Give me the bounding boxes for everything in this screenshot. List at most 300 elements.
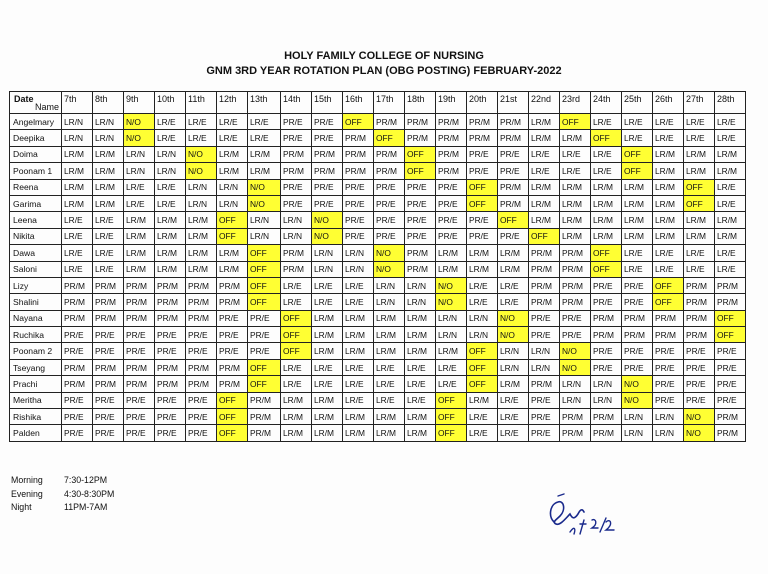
shift-cell: PR/E	[591, 359, 622, 375]
off-shift-cell: OFF	[498, 212, 529, 228]
shift-cell: PR/E	[93, 392, 124, 408]
shift-cell: PR/E	[155, 327, 186, 343]
student-name-cell: Poonam 1	[10, 163, 62, 179]
shift-cell: PR/M	[560, 294, 591, 310]
shift-cell: PR/E	[467, 163, 498, 179]
shift-cell: PR/E	[281, 130, 312, 146]
shift-cell: LR/M	[217, 261, 248, 277]
shift-cell: LR/N	[498, 343, 529, 359]
student-name-cell: Saloni	[10, 261, 62, 277]
shift-cell: LR/E	[653, 261, 684, 277]
shift-cell: PR/E	[405, 228, 436, 244]
shift-cell: PR/M	[281, 146, 312, 162]
student-name-cell: Deepika	[10, 130, 62, 146]
shift-cell: PR/E	[281, 179, 312, 195]
shift-cell: LR/M	[343, 310, 374, 326]
shift-cell: LR/E	[62, 261, 93, 277]
shift-cell: LR/N	[62, 130, 93, 146]
shift-cell: PR/M	[124, 376, 155, 392]
shift-cell: LR/E	[529, 163, 560, 179]
shift-cell: PR/E	[93, 409, 124, 425]
shift-cell: LR/N	[93, 114, 124, 130]
off-shift-cell: OFF	[217, 392, 248, 408]
shift-cell: LR/M	[217, 245, 248, 261]
off-shift-cell: OFF	[343, 114, 374, 130]
shift-cell: PR/M	[374, 146, 405, 162]
shift-cell: LR/M	[560, 130, 591, 146]
shift-cell: LR/M	[684, 163, 715, 179]
date-header-cell: 26th	[653, 92, 684, 114]
student-name-cell: Doima	[10, 146, 62, 162]
shift-name: Morning	[11, 475, 43, 485]
shift-cell: PR/E	[343, 195, 374, 211]
off-shift-cell: OFF	[405, 163, 436, 179]
off-shift-cell: OFF	[248, 245, 281, 261]
date-header-cell: 17th	[374, 92, 405, 114]
student-row	[10, 114, 746, 130]
shift-cell: PR/E	[281, 114, 312, 130]
shift-cell: PR/M	[529, 245, 560, 261]
shift-cell: PR/M	[217, 277, 248, 293]
off-shift-cell: N/O	[436, 294, 467, 310]
shift-cell: LR/M	[343, 343, 374, 359]
shift-cell: PR/M	[405, 245, 436, 261]
off-shift-cell: OFF	[622, 146, 653, 162]
shift-cell: PR/E	[217, 310, 248, 326]
shift-time: 4:30-8:30PM	[64, 488, 115, 499]
date-header-cell: 21st	[498, 92, 529, 114]
date-header-cell: 16th	[343, 92, 374, 114]
shift-cell: LR/E	[622, 245, 653, 261]
student-row	[10, 245, 746, 261]
shift-cell: PR/E	[217, 343, 248, 359]
shift-cell: LR/M	[248, 146, 281, 162]
shift-cell: LR/M	[560, 212, 591, 228]
shift-cell: PR/M	[155, 277, 186, 293]
shift-cell: PR/E	[343, 212, 374, 228]
student-row	[10, 130, 746, 146]
off-shift-cell: N/O	[124, 114, 155, 130]
off-shift-cell: N/O	[684, 409, 715, 425]
shift-cell: LR/E	[498, 277, 529, 293]
shift-cell: PR/E	[93, 425, 124, 441]
shift-cell: LR/M	[529, 212, 560, 228]
shift-cell: LR/M	[343, 409, 374, 425]
shift-cell: PR/E	[124, 327, 155, 343]
shift-cell: LR/E	[248, 114, 281, 130]
off-shift-cell: OFF	[436, 392, 467, 408]
header-corner-cell	[10, 92, 62, 114]
shift-cell: LR/N	[560, 376, 591, 392]
shift-cell: PR/M	[155, 294, 186, 310]
shift-cell: LR/E	[467, 277, 498, 293]
shift-cell: PR/E	[653, 359, 684, 375]
shift-cell: PR/M	[124, 294, 155, 310]
off-shift-cell: OFF	[684, 179, 715, 195]
shift-cell: LR/E	[622, 261, 653, 277]
shift-cell: LR/M	[93, 179, 124, 195]
rotation-table	[9, 91, 746, 442]
shift-cell: PR/M	[343, 130, 374, 146]
shift-cell: LR/M	[405, 343, 436, 359]
shift-cell: LR/E	[374, 376, 405, 392]
off-shift-cell: OFF	[591, 245, 622, 261]
shift-cell: LR/M	[591, 195, 622, 211]
shift-cell: LR/E	[186, 130, 217, 146]
shift-cell: PR/E	[374, 195, 405, 211]
off-shift-cell: OFF	[467, 343, 498, 359]
off-shift-cell: OFF	[591, 130, 622, 146]
shift-cell: PR/M	[560, 261, 591, 277]
off-shift-cell: OFF	[467, 359, 498, 375]
shift-cell: LR/E	[343, 294, 374, 310]
shift-cell: PR/E	[684, 359, 715, 375]
shift-cell: LR/E	[217, 114, 248, 130]
shift-cell: LR/M	[155, 228, 186, 244]
shift-cell: LR/N	[186, 179, 217, 195]
shift-cell: PR/E	[529, 425, 560, 441]
shift-cell: PR/E	[62, 343, 93, 359]
shift-cell: LR/N	[374, 294, 405, 310]
student-name-cell: Dawa	[10, 245, 62, 261]
shift-cell: LR/N	[93, 130, 124, 146]
shift-cell: LR/N	[653, 425, 684, 441]
shift-cell: PR/M	[124, 310, 155, 326]
shift-cell: PR/E	[186, 327, 217, 343]
student-name-cell: Ruchika	[10, 327, 62, 343]
shift-cell: LR/M	[124, 245, 155, 261]
shift-cell: LR/N	[312, 245, 343, 261]
off-shift-cell: N/O	[248, 179, 281, 195]
shift-cell: LR/N	[653, 409, 684, 425]
off-shift-cell: OFF	[248, 376, 281, 392]
student-row	[10, 179, 746, 195]
shift-cell: LR/M	[93, 163, 124, 179]
shift-cell: LR/E	[591, 146, 622, 162]
student-row	[10, 261, 746, 277]
shift-cell: LR/E	[622, 130, 653, 146]
shift-cell: PR/E	[155, 409, 186, 425]
shift-cell: LR/M	[653, 146, 684, 162]
shift-cell: LR/E	[498, 294, 529, 310]
shift-cell: LR/E	[62, 228, 93, 244]
shift-cell: PR/M	[312, 146, 343, 162]
shift-cell: PR/E	[653, 343, 684, 359]
student-name-cell: Shalini	[10, 294, 62, 310]
shift-cell: PR/M	[155, 376, 186, 392]
shift-cell: LR/E	[312, 277, 343, 293]
shift-cell: LR/E	[93, 245, 124, 261]
shift-cell: PR/M	[467, 130, 498, 146]
shift-cell: PR/M	[622, 310, 653, 326]
shift-cell: LR/N	[529, 343, 560, 359]
shift-cell: PR/M	[560, 245, 591, 261]
off-shift-cell: OFF	[374, 130, 405, 146]
shift-cell: LR/E	[684, 130, 715, 146]
shift-cell: LR/E	[405, 359, 436, 375]
shift-cell: LR/M	[124, 261, 155, 277]
shift-cell: LR/M	[312, 425, 343, 441]
date-header-cell: 11th	[186, 92, 217, 114]
shift-cell: LR/E	[684, 114, 715, 130]
shift-cell: PR/M	[498, 130, 529, 146]
shift-cell: PR/E	[498, 146, 529, 162]
shift-cell: PR/M	[591, 425, 622, 441]
shift-cell: PR/M	[560, 425, 591, 441]
student-row	[10, 228, 746, 244]
shift-cell: LR/M	[715, 146, 746, 162]
shift-cell: LR/E	[591, 163, 622, 179]
shift-cell: PR/E	[248, 327, 281, 343]
shift-cell: LR/E	[622, 114, 653, 130]
off-shift-cell: N/O	[312, 212, 343, 228]
shift-cell: PR/E	[715, 359, 746, 375]
off-shift-cell: OFF	[436, 409, 467, 425]
shift-cell: LR/E	[715, 261, 746, 277]
shift-cell: LR/M	[281, 409, 312, 425]
shift-cell: LR/E	[498, 425, 529, 441]
off-shift-cell: OFF	[217, 212, 248, 228]
shift-cell: LR/M	[155, 261, 186, 277]
shift-cell: LR/E	[560, 163, 591, 179]
shift-cell: LR/M	[62, 146, 93, 162]
shift-cell: LR/M	[93, 146, 124, 162]
off-shift-cell: N/O	[622, 392, 653, 408]
shift-cell: LR/M	[312, 343, 343, 359]
student-name-cell: Nayana	[10, 310, 62, 326]
shift-cell: PR/E	[374, 212, 405, 228]
legend-row	[11, 489, 211, 503]
shift-cell: LR/N	[155, 146, 186, 162]
shift-cell: LR/M	[186, 261, 217, 277]
shift-cell: PR/E	[684, 376, 715, 392]
shift-cell: LR/M	[405, 327, 436, 343]
shift-cell: PR/E	[343, 228, 374, 244]
shift-cell: PR/M	[217, 359, 248, 375]
shift-cell: PR/M	[529, 376, 560, 392]
shift-cell: LR/N	[560, 392, 591, 408]
shift-cell: LR/N	[248, 212, 281, 228]
shift-cell: LR/M	[653, 212, 684, 228]
shift-cell: LR/M	[467, 245, 498, 261]
shift-cell: LR/E	[312, 359, 343, 375]
shift-cell: LR/M	[281, 392, 312, 408]
shift-cell: PR/M	[405, 130, 436, 146]
shift-cell: LR/E	[281, 376, 312, 392]
shift-cell: PR/E	[312, 179, 343, 195]
shift-cell: LR/N	[281, 212, 312, 228]
student-row	[10, 359, 746, 375]
shift-cell: LR/E	[62, 245, 93, 261]
shift-cell: PR/E	[93, 343, 124, 359]
shift-cell: PR/E	[560, 327, 591, 343]
shift-cell: LR/M	[62, 163, 93, 179]
shift-cell: LR/M	[591, 212, 622, 228]
shift-cell: LR/N	[436, 327, 467, 343]
shift-cell: PR/E	[405, 179, 436, 195]
shift-cell: PR/E	[529, 327, 560, 343]
shift-cell: LR/E	[715, 130, 746, 146]
shift-cell: LR/M	[684, 212, 715, 228]
date-header-cell: 23rd	[560, 92, 591, 114]
shift-cell: LR/M	[186, 228, 217, 244]
shift-time: 7:30-12PM	[64, 475, 108, 485]
shift-cell: LR/M	[529, 195, 560, 211]
shift-cell: LR/N	[62, 114, 93, 130]
shift-cell: LR/E	[436, 376, 467, 392]
student-row	[10, 392, 746, 408]
shift-cell: PR/E	[715, 376, 746, 392]
shift-cell: LR/E	[281, 294, 312, 310]
shift-cell: LR/N	[186, 195, 217, 211]
shift-cell: PR/E	[591, 294, 622, 310]
shift-cell: PR/E	[622, 277, 653, 293]
signature-image	[540, 488, 620, 538]
shift-cell: PR/M	[281, 163, 312, 179]
shift-cell: PR/E	[186, 409, 217, 425]
shift-cell: PR/M	[186, 359, 217, 375]
shift-cell: LR/N	[374, 277, 405, 293]
shift-cell: LR/E	[248, 130, 281, 146]
shift-cell: PR/E	[312, 114, 343, 130]
shift-cell: LR/M	[186, 245, 217, 261]
shift-cell: LR/M	[467, 392, 498, 408]
shift-cell: PR/M	[622, 327, 653, 343]
shift-cell: LR/M	[405, 409, 436, 425]
shift-cell: LR/M	[715, 163, 746, 179]
shift-cell: PR/E	[62, 409, 93, 425]
shift-cell: PR/M	[405, 261, 436, 277]
shift-cell: LR/N	[217, 195, 248, 211]
shift-cell: LR/M	[684, 228, 715, 244]
shift-cell: PR/E	[405, 195, 436, 211]
date-header-cell: 27th	[684, 92, 715, 114]
date-header-cell: 12th	[217, 92, 248, 114]
off-shift-cell: N/O	[312, 228, 343, 244]
shift-cell: PR/M	[93, 294, 124, 310]
date-header-cell: 19th	[436, 92, 467, 114]
off-shift-cell: OFF	[436, 425, 467, 441]
shift-cell: LR/M	[436, 245, 467, 261]
shift-cell: LR/M	[622, 228, 653, 244]
off-shift-cell: OFF	[217, 409, 248, 425]
student-row	[10, 163, 746, 179]
date-header-cell: 15th	[312, 92, 343, 114]
shift-cell: LR/E	[405, 376, 436, 392]
off-shift-cell: OFF	[622, 163, 653, 179]
shift-cell: PR/M	[529, 277, 560, 293]
off-shift-cell: OFF	[715, 310, 746, 326]
shift-cell: LR/M	[343, 327, 374, 343]
off-shift-cell: N/O	[124, 130, 155, 146]
shift-cell: PR/M	[715, 277, 746, 293]
shift-cell: LR/E	[155, 114, 186, 130]
shift-cell: PR/M	[436, 130, 467, 146]
shift-cell: LR/M	[529, 114, 560, 130]
shift-cell: PR/M	[529, 294, 560, 310]
shift-cell: PR/E	[715, 392, 746, 408]
shift-cell: PR/M	[124, 277, 155, 293]
shift-cell: LR/M	[312, 409, 343, 425]
shift-cell: LR/E	[653, 130, 684, 146]
shift-cell: PR/E	[281, 195, 312, 211]
shift-cell: PR/M	[248, 425, 281, 441]
shift-cell: PR/E	[374, 179, 405, 195]
shift-cell: PR/M	[62, 359, 93, 375]
student-row	[10, 294, 746, 310]
shift-cell: LR/E	[560, 146, 591, 162]
shift-cell: PR/E	[374, 228, 405, 244]
shift-cell: LR/E	[653, 114, 684, 130]
shift-cell: PR/E	[124, 425, 155, 441]
date-header-cell: 18th	[405, 92, 436, 114]
shift-cell: LR/M	[622, 179, 653, 195]
date-header-cell: 28th	[715, 92, 746, 114]
shift-cell: LR/M	[217, 163, 248, 179]
shift-cell: PR/M	[93, 310, 124, 326]
shift-cell: LR/E	[374, 392, 405, 408]
shift-cell: LR/E	[529, 146, 560, 162]
shift-cell: PR/M	[217, 376, 248, 392]
off-shift-cell: OFF	[467, 179, 498, 195]
shift-cell: PR/M	[217, 294, 248, 310]
shift-cell: PR/M	[343, 163, 374, 179]
off-shift-cell: OFF	[217, 228, 248, 244]
off-shift-cell: N/O	[684, 425, 715, 441]
shift-cell: LR/N	[405, 277, 436, 293]
shift-cell: LR/M	[715, 228, 746, 244]
shift-cell: PR/E	[529, 392, 560, 408]
student-row	[10, 310, 746, 326]
name-column-label: Name	[34, 102, 59, 112]
student-name-cell: Poonam 2	[10, 343, 62, 359]
shift-cell: PR/M	[186, 277, 217, 293]
shift-cell: PR/M	[62, 277, 93, 293]
off-shift-cell: OFF	[405, 146, 436, 162]
shift-cell: LR/M	[312, 392, 343, 408]
off-shift-cell: OFF	[281, 310, 312, 326]
off-shift-cell: N/O	[186, 163, 217, 179]
shift-cell: PR/E	[498, 163, 529, 179]
shift-cell: LR/E	[715, 245, 746, 261]
shift-cell: LR/M	[248, 163, 281, 179]
legend-row	[11, 475, 211, 489]
shift-cell: LR/N	[467, 327, 498, 343]
shift-cell: LR/E	[467, 425, 498, 441]
student-name-cell: Meritha	[10, 392, 62, 408]
shift-cell: PR/E	[312, 130, 343, 146]
shift-cell: LR/M	[622, 212, 653, 228]
shift-cell: PR/E	[124, 343, 155, 359]
shift-cell: PR/M	[374, 114, 405, 130]
shift-cell: LR/N	[217, 179, 248, 195]
shift-cell: LR/N	[248, 228, 281, 244]
shift-cell: LR/E	[93, 228, 124, 244]
shift-cell: LR/E	[343, 376, 374, 392]
shift-cell: LR/M	[684, 146, 715, 162]
shift-cell: PR/E	[436, 228, 467, 244]
off-shift-cell: OFF	[281, 343, 312, 359]
student-row	[10, 212, 746, 228]
student-row	[10, 277, 746, 293]
student-name-cell: Tseyang	[10, 359, 62, 375]
shift-cell: PR/E	[217, 327, 248, 343]
off-shift-cell: N/O	[186, 146, 217, 162]
shift-cell: PR/M	[684, 310, 715, 326]
shift-legend	[11, 475, 211, 516]
shift-cell: LR/M	[591, 179, 622, 195]
shift-cell: PR/M	[715, 294, 746, 310]
